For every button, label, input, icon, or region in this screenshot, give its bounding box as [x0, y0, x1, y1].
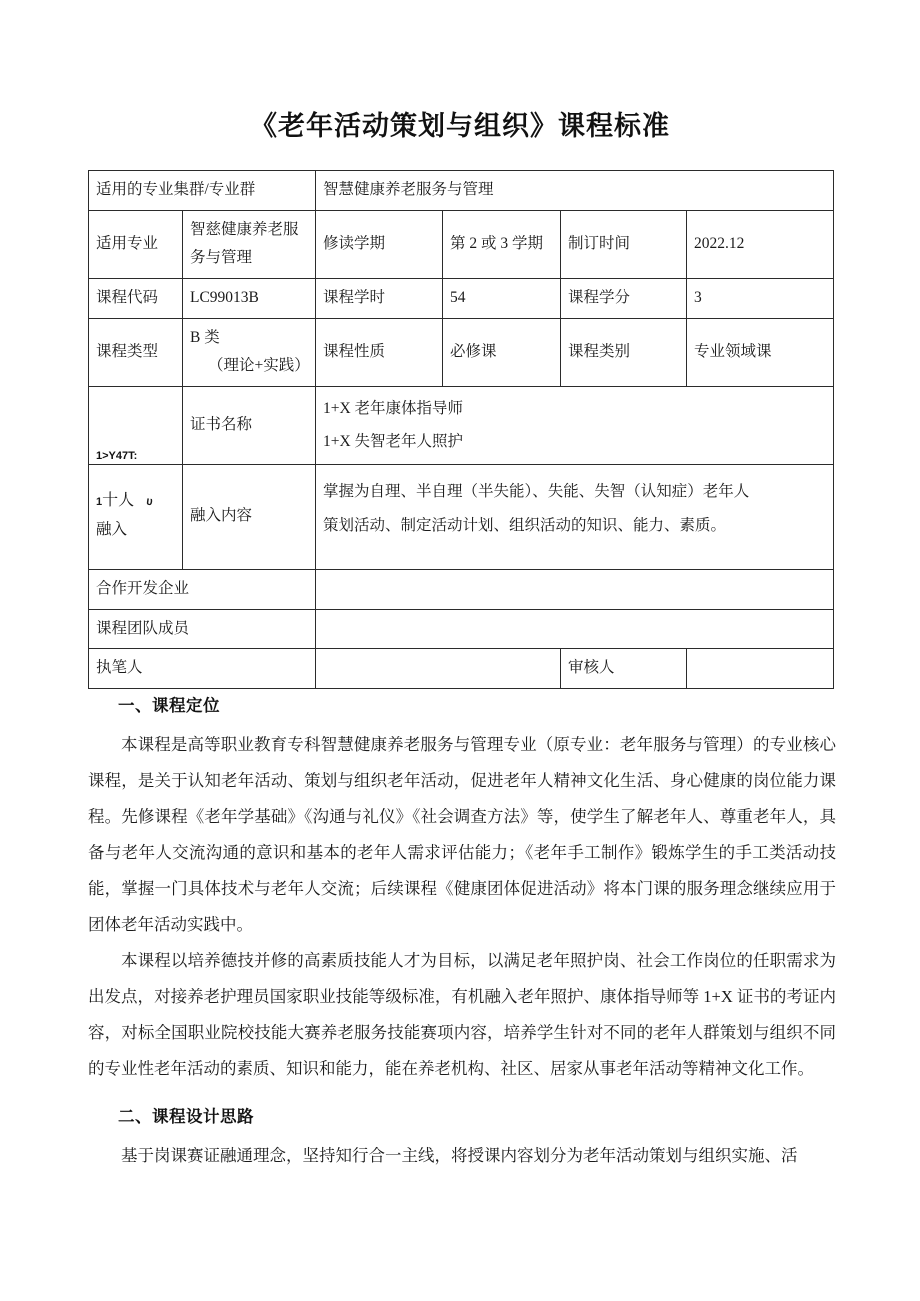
section-heading-course-design: 二、课程设计思路 — [118, 1107, 254, 1126]
cell-reviewer-label: 审核人 — [561, 649, 687, 689]
cell-partner-enterprise-label: 合作开发企业 — [89, 569, 316, 609]
cell-applicable-major-label: 适用专业 — [89, 210, 183, 278]
cell-term-value: 第 2 或 3 学期 — [443, 210, 561, 278]
cell-course-code-value: LC99013B — [183, 279, 316, 319]
cell-hours-value: 54 — [443, 279, 561, 319]
paragraph: 本课程以培养德技并修的高素质技能人才为目标，以满足老年照护岗、社会工作岗位的任职需求为出发点，对接养老护理员国家职业技能等级标准，有机融入老年照护、康体指导师等 1+X 证书的考证内容，对标全国职业院校技能大赛养老服务技能赛项内容，培养学生针对不同的老年人群策划与组织不同的专业性老年活动的素质、知识和能力，能在养老机构、社区、居家从事老年活动等精神文化工作。 — [88, 950, 836, 1078]
table-row — [89, 171, 834, 211]
cert-name-line1: 1+X 老年康体指导师 — [323, 400, 464, 418]
table-row — [89, 464, 834, 569]
cell-author-label: 执笔人 — [89, 649, 316, 689]
integration-label-text: 融入 — [96, 520, 128, 538]
table-row — [89, 569, 834, 609]
table-row — [89, 318, 834, 386]
table-row — [89, 279, 834, 319]
paragraph: 基于岗课赛证融通理念，坚持知行合一主线，将授课内容划分为老年活动策划与组织实施、活 — [121, 1145, 798, 1165]
cell-author-value — [316, 649, 561, 689]
cert-name-line2: 1+X 失智老年人照护 — [323, 433, 464, 451]
applicable-major-line2: 务与管理 — [190, 249, 253, 267]
cell-course-code-label: 课程代码 — [89, 279, 183, 319]
section-heading-course-positioning: 一、课程定位 — [118, 697, 220, 715]
applicable-major-line1: 智慈健康养老服 — [190, 220, 299, 238]
cell-integration-sublabel: 融入内容 — [183, 464, 316, 569]
integration-line1: 掌握为自理、半自理（半失能）、失能、失智（认知症）老年人 — [323, 482, 750, 500]
scan-artifact-line — [96, 488, 176, 514]
course-type-line2: （理论+实践） — [208, 357, 310, 375]
table-row — [89, 387, 834, 465]
course-info-table — [88, 170, 834, 689]
integration-line2: 策划活动、制定活动计划、组织活动的知识、能力、素质。 — [323, 516, 727, 534]
table-row — [89, 649, 834, 689]
cell-course-type-value — [183, 318, 316, 386]
cell-integration-value — [316, 464, 834, 569]
cell-applicable-major-value — [183, 210, 316, 278]
table-row — [89, 609, 834, 649]
cell-course-category-label: 课程类别 — [561, 318, 687, 386]
scan-artifact-suffix: ᴜ — [145, 493, 154, 509]
course-type-line1: B 类 — [190, 328, 220, 346]
cell-team-members-label: 课程团队成员 — [89, 609, 316, 649]
paragraph: 本课程是高等职业教育专科智慧健康养老服务与管理专业（原专业：老年服务与管理）的专业核心课程，是关于认知老年活动、策划与组织老年活动，促进老年人精神文化生活、身心健康的岗位能力课程。先修课程《老年学基础》《沟通与礼仪》《社会调查方法》等，使学生了解老年人、尊重老年人，具备与老年人交流沟通的意识和基本的老年人需求评估能力；《老年手工制作》锻炼学生的手工类活动技能，掌握一门具体技术与老年人交流；后续课程《健康团体促进活动》将本门课的服务理念继续应用于团体老年活动实践中。 — [88, 735, 836, 934]
cell-integration-label — [89, 464, 183, 569]
scan-artifact-mid: 十人 — [102, 492, 135, 510]
cell-team-members-value — [316, 609, 834, 649]
cell-cert-name-label: 证书名称 — [183, 387, 316, 465]
cell-course-type-label: 课程类型 — [89, 318, 183, 386]
cell-term-label: 修读学期 — [316, 210, 443, 278]
cell-course-nature-label: 课程性质 — [316, 318, 443, 386]
table-row — [89, 210, 834, 278]
page-title: 《老年活动策划与组织》课程标准 — [250, 111, 670, 141]
scan-artifact-text: 1>Y47T: — [96, 449, 138, 462]
cell-credits-value: 3 — [687, 279, 834, 319]
cell-course-category-value: 专业领域课 — [687, 318, 834, 386]
cell-date-label: 制订时间 — [561, 210, 687, 278]
cell-hours-label: 课程学时 — [316, 279, 443, 319]
cell-cert-artifact-top — [89, 387, 183, 465]
spacer — [88, 1087, 836, 1101]
cell-major-cluster-value: 智慧健康养老服务与管理 — [316, 171, 834, 211]
body-content — [88, 690, 836, 1174]
cell-date-value: 2022.12 — [687, 210, 834, 278]
cell-partner-enterprise-value — [316, 569, 834, 609]
scan-artifact-prefix: 1 — [96, 496, 103, 509]
cell-course-nature-value: 必修课 — [443, 318, 561, 386]
cell-credits-label: 课程学分 — [561, 279, 687, 319]
cell-reviewer-value — [687, 649, 834, 689]
cell-major-cluster-label: 适用的专业集群/专业群 — [89, 171, 316, 211]
cell-cert-name-value — [316, 387, 834, 465]
